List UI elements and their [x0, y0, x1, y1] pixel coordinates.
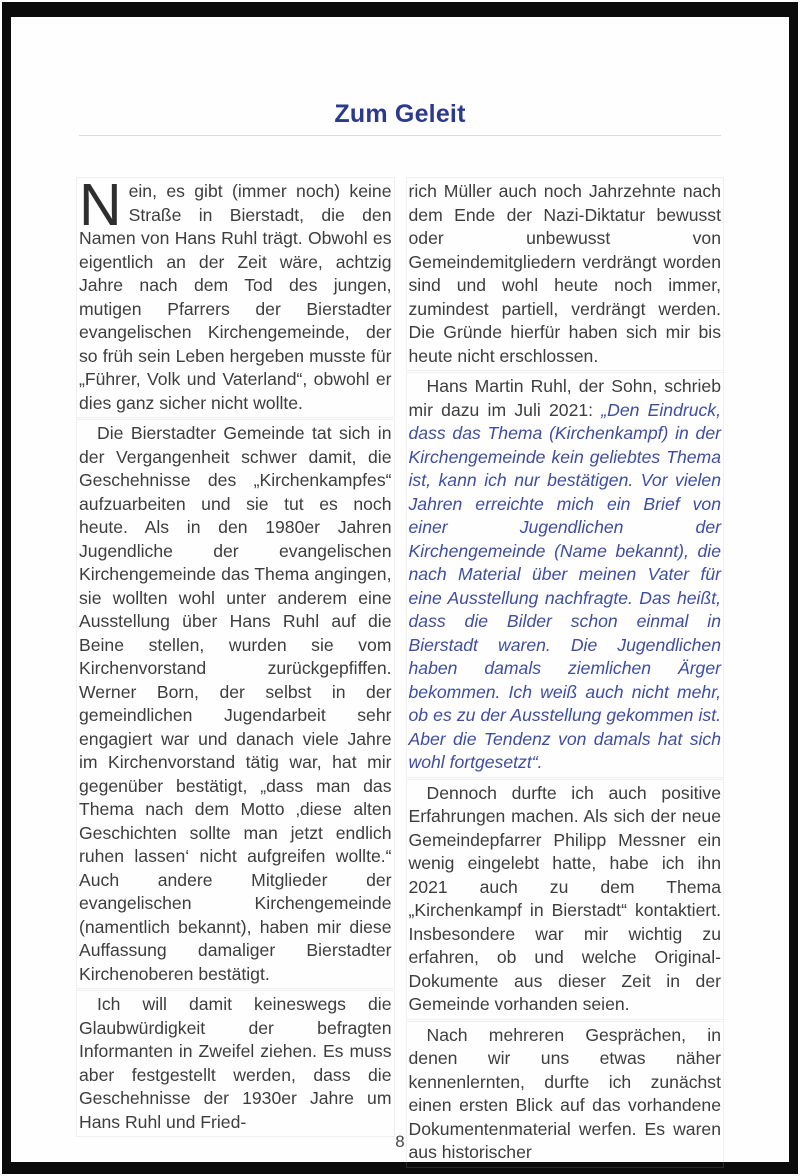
scan-border [2, 2, 798, 1174]
paragraph [409, 782, 722, 1017]
page-title: Zum Geleit [334, 100, 466, 128]
text-segment: rich Müller auch noch Jahrzehnte nach dem Ende der Nazi-Diktatur bewusst oder unbewusst von Gemeindemitgliedern verdrängt worden sind und wohl heute noch immer, zumindest partiell, verdrängt werden. Die Gründe hierfür haben sich mir bis heute nicht erschlossen. [408, 181, 721, 366]
quote-segment: „Den Eindruck, dass das Thema (Kirchenkampf) in der Kirchengemeinde kein geliebtes Thema ist, kann ich nur bestätigen. Vor vielen Jahren erreichte mich ein Brief von einer Jugendlichen der Kirchengemeinde (Name bekannt), die nach Material über meinen Vater für eine Ausstellung nachfragte. Das heißt, dass die Bilder schon einmal in Bierstadt waren. Die Jugendlichen haben damals ziemlichen Ärger bekommen. Ich weiß auch nicht mehr, ob es zu der Ausstellung gekommen ist. Aber die Tendenz von damals hat sich wohl fortgesetzt“. [408, 399, 721, 772]
page-number: 8 [395, 1132, 405, 1151]
paragraph [409, 375, 722, 775]
text-segment: Nach mehreren Gesprächen, in denen wir uns etwas näher kennenlernten, durfte ich zunächst einen ersten Blick auf das vorhandene Dokumentenmaterial werfen. Es waren aus historischer [408, 1024, 721, 1162]
text-columns [11, 172, 789, 1172]
text-segment: Dennoch durfte ich auch positive Erfahrungen machen. Als sich der neue Gemeindepfarrer Philipp Messner ein wenig eingelebt hatte, habe ich ihn 2021 auch zu dem Thema „Kirchenkampf in Bierstadt“ kontaktiert. Insbesondere war mir wichtig zu erfahren, ob und welche Original-Dokumente aus dieser Zeit in der Gemeinde vorhanden seien. [408, 782, 721, 1014]
paragraph [79, 172, 392, 415]
page-header [11, 99, 789, 136]
column-left [79, 172, 392, 1172]
page-footer [11, 1132, 789, 1152]
book-page [11, 17, 789, 1162]
title-rule [79, 135, 721, 136]
text-segment: Die Bierstadter Gemeinde tat sich in der Vergangenheit schwer damit, die Geschehnisse des „Kirchenkampfes“ aufzuarbeiten und sie tut es noch heute. Als in den 1980er Jahren Jugendliche der evangelischen Kirchengemeinde das Thema angingen, sie wollten wohl unter anderem eine Ausstellung über Hans Ruhl auf die Beine stellen, wurden sie vom Kirchenvorstand zurückgepfiffen. Werner Born, der selbst in der gemeindlichen Jugendarbeit sehr engagiert war und danach viele Jahre im Kirchenvorstand tätig war, hat mir gegenüber bestätigt, „dass man das Thema nach dem Motto ‚diese alten Geschichten sollte man jetzt endlich ruhen lassen‘ nicht aufgreifen wollte.“ Auch andere Mitglieder der evangelischen Kirchengemeinde (namentlich bekannt), haben mir diese Auffassung damaliger Bierstadter Kirchenoberen bestätigt. [79, 423, 392, 984]
paragraph [79, 993, 392, 1134]
paragraph [79, 422, 392, 986]
text-segment: ein, es gibt (immer noch) keine Straße in Bierstadt, die den Namen von Hans Ruhl trägt. Obwohl es eigentlich an der Zeit wäre, achtzig Jahre nach dem Tod des jungen, mutigen Pfarrers der Bierstadter evangelischen Kirchengemeinde, der so früh sein Leben hergeben musste für „Führer, Volk und Vaterland“, obwohl er dies ganz sicher nicht wollte. [79, 181, 392, 413]
text-segment: Ich will damit keineswegs die Glaubwürdigkeit der befragten Informanten in Zweifel ziehen. Es muss aber festgestellt werden, dass die Geschehnisse der 1930er Jahre um Hans Ruhl und Fried- [79, 994, 392, 1132]
paragraph [409, 180, 722, 368]
text-segment: Hans Martin Ruhl, der Sohn, schrieb mir dazu im Juli 2021: [408, 376, 721, 420]
dropcap: N [79, 172, 122, 238]
column-right [409, 180, 722, 1172]
